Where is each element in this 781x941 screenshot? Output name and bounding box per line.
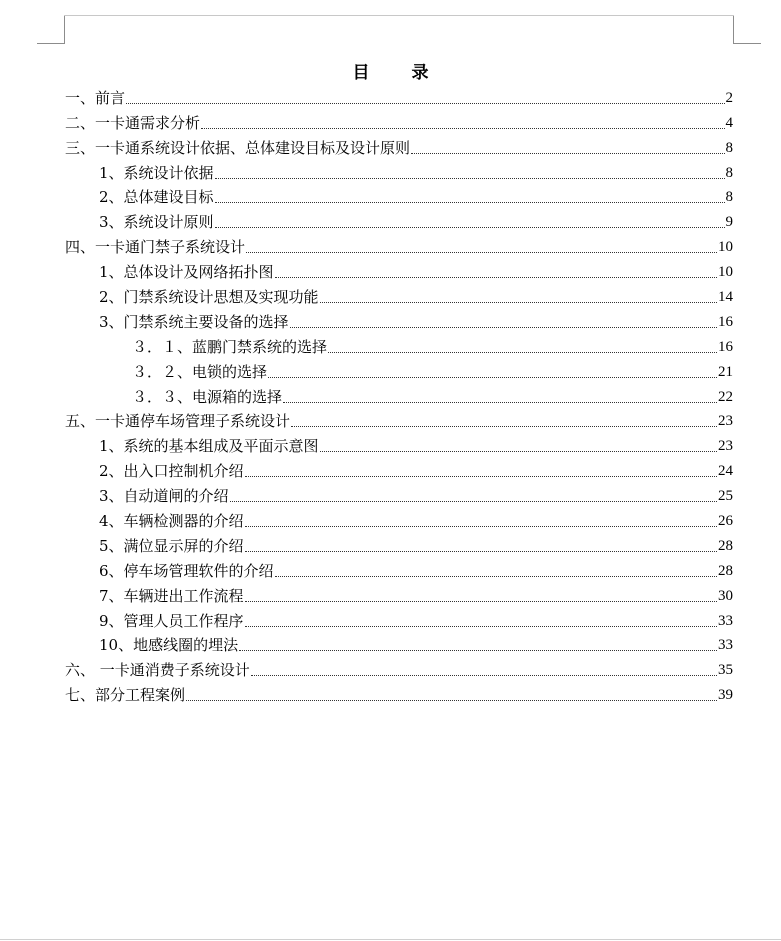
- toc-entry-page-number: 10: [718, 239, 733, 256]
- toc-entry-page-number: 23: [718, 438, 733, 455]
- toc-entry-page-number: 26: [718, 513, 733, 530]
- toc-entry-page-number: 35: [718, 662, 733, 679]
- toc-entry-label: 5、满位显示屏的介绍: [99, 536, 244, 555]
- toc-entry-page-number: 4: [725, 114, 733, 131]
- toc-entry-page-number: 23: [718, 413, 733, 430]
- toc-leader-dots: [245, 601, 717, 602]
- toc-leader-dots: [245, 526, 717, 527]
- toc-entry[interactable]: [65, 480, 733, 505]
- toc-entry[interactable]: [65, 281, 733, 306]
- table-of-contents: [65, 82, 733, 704]
- toc-entry-label: 五、一卡通停车场管理子系统设计: [65, 412, 291, 431]
- toc-entry-page-number: 16: [718, 338, 733, 355]
- header-line: [64, 15, 734, 16]
- toc-entry[interactable]: [65, 605, 733, 630]
- toc-entry[interactable]: [65, 157, 733, 182]
- toc-entry[interactable]: [65, 381, 733, 406]
- toc-entry-label: 七、部分工程案例: [65, 686, 186, 705]
- toc-entry[interactable]: [65, 182, 733, 207]
- toc-leader-dots: [275, 277, 717, 278]
- toc-entry[interactable]: [65, 455, 733, 480]
- toc-leader-dots: [251, 675, 717, 676]
- toc-entry-page-number: 8: [725, 139, 733, 156]
- toc-entry-page-number: 2: [725, 89, 733, 106]
- toc-leader-dots: [245, 626, 717, 627]
- toc-entry-label: 4、车辆检测器的介绍: [99, 512, 244, 531]
- toc-entry[interactable]: [65, 580, 733, 605]
- toc-entry-label: 3、系统设计原则: [99, 213, 214, 232]
- toc-entry-label: 四、一卡通门禁子系统设计: [65, 238, 246, 257]
- crop-mark-top-right-vertical: [733, 15, 734, 44]
- toc-entry-page-number: 33: [718, 637, 733, 654]
- toc-leader-dots: [246, 252, 717, 253]
- toc-entry[interactable]: [65, 356, 733, 381]
- toc-leader-dots: [320, 302, 717, 303]
- page-bottom-edge: [0, 939, 781, 940]
- toc-leader-dots: [215, 202, 725, 203]
- toc-entry-label: 9、管理人员工作程序: [99, 611, 244, 630]
- toc-entry-label: 三、一卡通系统设计依据、总体建设目标及设计原则: [65, 138, 411, 157]
- toc-entry[interactable]: [65, 331, 733, 356]
- toc-leader-dots: [328, 352, 717, 353]
- toc-entry-label: 1、系统设计依据: [99, 163, 214, 182]
- toc-entry[interactable]: [65, 206, 733, 231]
- toc-entry-page-number: 8: [725, 189, 733, 206]
- toc-entry[interactable]: [65, 231, 733, 256]
- toc-entry-label: 2、总体建设目标: [99, 188, 214, 207]
- toc-entry-label: 2、门禁系统设计思想及实现功能: [99, 288, 319, 307]
- toc-leader-dots: [268, 377, 717, 378]
- toc-entry[interactable]: [65, 82, 733, 107]
- toc-leader-dots: [291, 426, 717, 427]
- toc-entry-page-number: 9: [725, 214, 733, 231]
- toc-entry-page-number: 10: [718, 264, 733, 281]
- toc-title: [0, 58, 781, 83]
- toc-leader-dots: [186, 700, 717, 701]
- toc-entry-label: ３．２、电锁的选择: [132, 362, 268, 381]
- toc-entry-page-number: 30: [718, 587, 733, 604]
- toc-leader-dots: [215, 227, 725, 228]
- toc-entry-label: ３．１、蓝鹏门禁系统的选择: [132, 337, 328, 356]
- toc-entry-page-number: 28: [718, 537, 733, 554]
- toc-entry[interactable]: [65, 256, 733, 281]
- toc-leader-dots: [290, 327, 717, 328]
- crop-mark-top-left-vertical: [64, 15, 65, 44]
- toc-entry-label: 一、前言: [65, 88, 126, 107]
- toc-entry-label: ３．３、电源箱的选择: [132, 387, 283, 406]
- toc-leader-dots: [245, 476, 717, 477]
- toc-entry-label: 2、出入口控制机介绍: [99, 462, 244, 481]
- toc-entry[interactable]: [65, 132, 733, 157]
- toc-entry-page-number: 14: [718, 289, 733, 306]
- toc-entry-label: 6、停车场管理软件的介绍: [99, 561, 274, 580]
- toc-leader-dots: [201, 128, 724, 129]
- toc-entry-page-number: 22: [718, 388, 733, 405]
- toc-title-part-1: 目: [352, 63, 370, 83]
- toc-entry[interactable]: [65, 306, 733, 331]
- toc-entry[interactable]: [65, 430, 733, 455]
- toc-entry-label: 六、 一卡通消费子系统设计: [65, 661, 250, 680]
- toc-entry-page-number: 16: [718, 313, 733, 330]
- toc-entry-label: 1、系统的基本组成及平面示意图: [99, 437, 319, 456]
- toc-entry-page-number: 24: [718, 463, 733, 480]
- toc-entry[interactable]: [65, 555, 733, 580]
- toc-entry-label: 1、总体设计及网络拓扑图: [99, 263, 274, 282]
- crop-mark-top-right-horizontal: [733, 43, 761, 44]
- toc-entry-page-number: 25: [718, 488, 733, 505]
- toc-leader-dots: [230, 501, 717, 502]
- toc-leader-dots: [239, 650, 717, 651]
- toc-entry[interactable]: [65, 630, 733, 655]
- toc-entry-page-number: 39: [718, 687, 733, 704]
- toc-entry-page-number: 21: [718, 363, 733, 380]
- toc-entry-label: 3、门禁系统主要设备的选择: [99, 312, 289, 331]
- toc-title-part-2: 录: [411, 63, 429, 83]
- toc-entry-page-number: 8: [725, 164, 733, 181]
- toc-entry-page-number: 33: [718, 612, 733, 629]
- toc-entry-label: 3、自动道闸的介绍: [99, 487, 229, 506]
- toc-entry[interactable]: [65, 679, 733, 704]
- toc-leader-dots: [275, 576, 717, 577]
- toc-entry[interactable]: [65, 107, 733, 132]
- toc-leader-dots: [320, 451, 717, 452]
- toc-entry-page-number: 28: [718, 562, 733, 579]
- toc-entry-label: 二、一卡通需求分析: [65, 113, 201, 132]
- toc-leader-dots: [215, 178, 725, 179]
- toc-leader-dots: [245, 551, 717, 552]
- toc-entry-label: 10、地感线圈的埋法: [99, 636, 239, 655]
- toc-leader-dots: [283, 402, 717, 403]
- toc-leader-dots: [126, 103, 724, 104]
- crop-mark-top-left-horizontal: [37, 43, 65, 44]
- toc-entry-label: 7、车辆进出工作流程: [99, 586, 244, 605]
- toc-entry[interactable]: [65, 406, 733, 431]
- toc-entry[interactable]: [65, 505, 733, 530]
- toc-entry[interactable]: [65, 654, 733, 679]
- toc-entry[interactable]: [65, 530, 733, 555]
- toc-leader-dots: [411, 153, 724, 154]
